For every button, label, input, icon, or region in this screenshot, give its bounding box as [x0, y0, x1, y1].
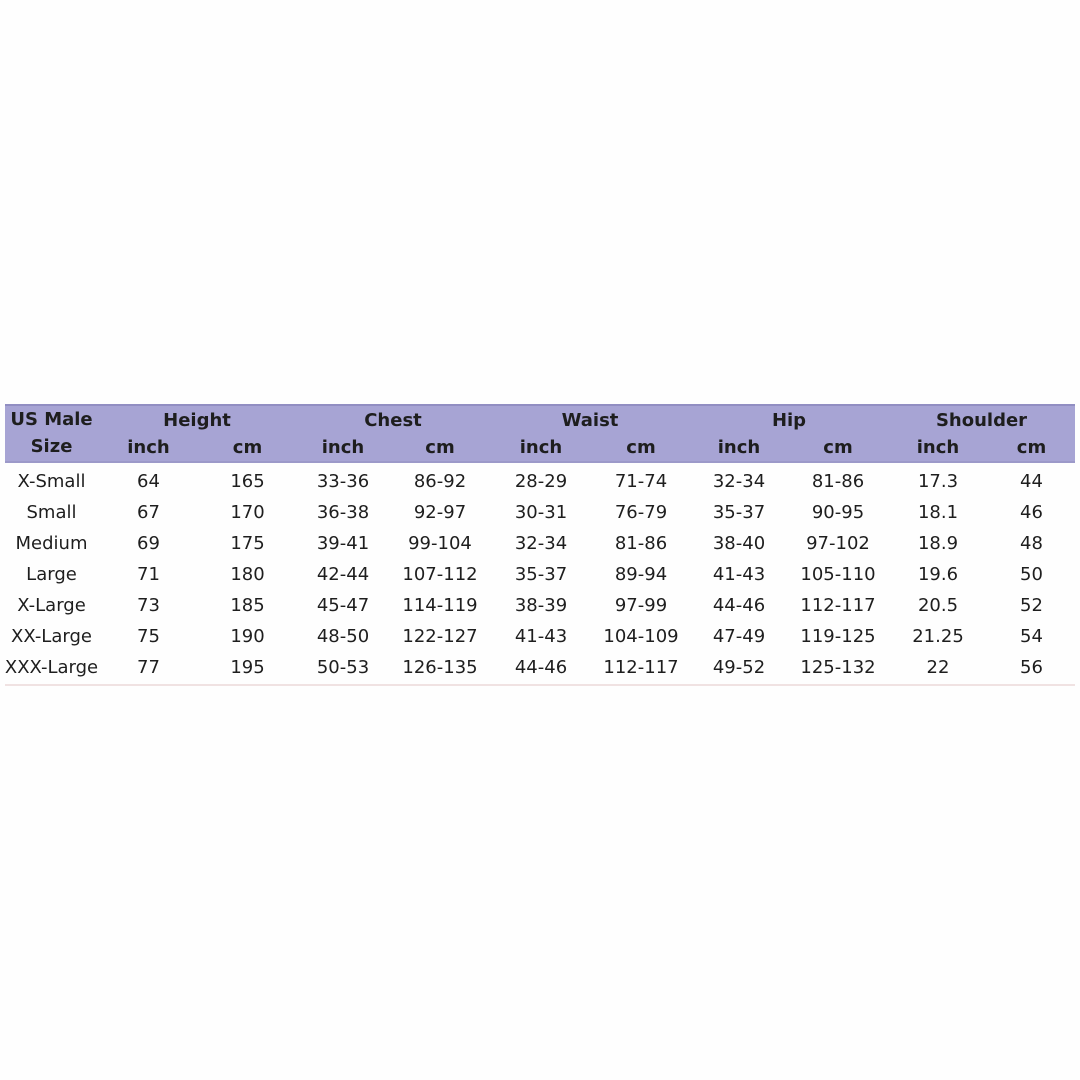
cell-shoulder-inch: 22: [926, 657, 950, 678]
cell-waist-inch: 32-34: [514, 533, 568, 554]
cell-chest-cm: 126-135: [402, 657, 478, 678]
cell-shoulder-cm: 54: [1020, 626, 1043, 647]
cell-shoulder-cm: 46: [1020, 502, 1043, 523]
cell-chest-inch: 45-47: [316, 595, 370, 616]
cell-size-label: Small: [26, 502, 77, 523]
cell-height-cm: 165: [230, 471, 265, 492]
unit-header-shoulder-cm: cm: [1016, 437, 1047, 458]
cell-hip-inch: 44-46: [712, 595, 766, 616]
cell-hip-cm: 97-102: [806, 533, 870, 554]
unit-header-chest-inch: inch: [321, 437, 365, 458]
unit-header-waist-cm: cm: [626, 437, 656, 458]
size-chart-table: [5, 404, 1075, 686]
cell-chest-inch: 39-41: [316, 533, 370, 554]
table-row: [5, 497, 1075, 528]
cell-chest-inch: 33-36: [316, 471, 370, 492]
cell-hip-inch: 38-40: [712, 533, 766, 554]
cell-shoulder-inch: 18.9: [917, 533, 959, 554]
corner-header-line1: US Male: [10, 409, 93, 431]
cell-chest-inch: 36-38: [316, 502, 370, 523]
cell-size-label: Large: [26, 564, 77, 585]
cell-height-cm: 195: [230, 657, 265, 678]
cell-height-cm: 185: [230, 595, 265, 616]
group-header-waist: Waist: [561, 409, 619, 431]
cell-shoulder-inch: 19.6: [917, 564, 959, 585]
cell-hip-cm: 112-117: [800, 595, 876, 616]
table-row: [5, 559, 1075, 590]
cell-hip-cm: 125-132: [800, 657, 876, 678]
group-header-shoulder: Shoulder: [935, 409, 1028, 431]
cell-hip-cm: 119-125: [800, 626, 876, 647]
cell-shoulder-cm: 50: [1020, 564, 1043, 585]
cell-height-cm: 170: [230, 502, 265, 523]
cell-shoulder-inch: 17.3: [917, 471, 959, 492]
table-row: [5, 621, 1075, 652]
cell-hip-inch: 47-49: [712, 626, 766, 647]
cell-waist-inch: 35-37: [514, 564, 568, 585]
cell-hip-cm: 90-95: [811, 502, 865, 523]
table-row: [5, 466, 1075, 497]
table-row: [5, 652, 1075, 683]
cell-height-inch: 69: [137, 533, 160, 554]
cell-height-inch: 67: [137, 502, 160, 523]
unit-header-waist-inch: inch: [519, 437, 563, 458]
corner-header-us-male-size: [5, 406, 98, 461]
cell-shoulder-cm: 52: [1020, 595, 1043, 616]
cell-chest-cm: 122-127: [402, 626, 478, 647]
cell-size-label: X-Small: [17, 471, 86, 492]
unit-header-hip-inch: inch: [717, 437, 761, 458]
cell-hip-cm: 105-110: [800, 564, 876, 585]
cell-shoulder-cm: 56: [1020, 657, 1043, 678]
cell-chest-cm: 99-104: [408, 533, 472, 554]
unit-header-height-cm: cm: [232, 437, 263, 458]
cell-hip-cm: 81-86: [811, 471, 865, 492]
group-header-chest: Chest: [364, 409, 422, 431]
cell-shoulder-inch: 20.5: [917, 595, 959, 616]
cell-hip-inch: 41-43: [712, 564, 766, 585]
cell-height-cm: 180: [230, 564, 265, 585]
cell-chest-inch: 48-50: [316, 626, 370, 647]
cell-waist-inch: 28-29: [514, 471, 568, 492]
cell-hip-inch: 32-34: [712, 471, 766, 492]
cell-waist-inch: 38-39: [514, 595, 568, 616]
cell-height-cm: 175: [230, 533, 265, 554]
cell-height-inch: 77: [137, 657, 160, 678]
cell-chest-cm: 107-112: [402, 564, 478, 585]
cell-chest-cm: 114-119: [402, 595, 478, 616]
cell-shoulder-inch: 21.25: [912, 626, 964, 647]
cell-height-inch: 64: [137, 471, 160, 492]
table-row: [5, 590, 1075, 621]
table-header: [5, 404, 1075, 463]
cell-waist-cm: 71-74: [614, 471, 668, 492]
cell-shoulder-cm: 48: [1020, 533, 1043, 554]
cell-waist-cm: 112-117: [603, 657, 679, 678]
cell-chest-cm: 86-92: [413, 471, 467, 492]
corner-header-line2: Size: [30, 435, 73, 457]
cell-size-label: X-Large: [17, 595, 86, 616]
cell-size-label: XXX-Large: [4, 657, 99, 678]
unit-header-height-inch: inch: [127, 437, 170, 458]
cell-chest-inch: 50-53: [316, 657, 370, 678]
cell-shoulder-cm: 44: [1020, 471, 1043, 492]
cell-hip-inch: 49-52: [712, 657, 766, 678]
table-row: [5, 528, 1075, 559]
group-header-height: Height: [163, 409, 231, 431]
cell-waist-cm: 81-86: [614, 533, 668, 554]
cell-waist-cm: 76-79: [614, 502, 668, 523]
cell-size-label: Medium: [15, 533, 88, 554]
cell-hip-inch: 35-37: [712, 502, 766, 523]
cell-waist-cm: 97-99: [614, 595, 668, 616]
cell-waist-inch: 41-43: [514, 626, 568, 647]
cell-chest-inch: 42-44: [316, 564, 370, 585]
unit-header-chest-cm: cm: [425, 437, 455, 458]
cell-height-inch: 71: [137, 564, 160, 585]
cell-chest-cm: 92-97: [413, 502, 467, 523]
group-header-hip: Hip: [771, 409, 807, 431]
table-body: [5, 466, 1075, 683]
cell-waist-cm: 89-94: [614, 564, 668, 585]
cell-shoulder-inch: 18.1: [917, 502, 959, 523]
cell-height-inch: 75: [137, 626, 160, 647]
cell-waist-inch: 30-31: [514, 502, 568, 523]
cell-height-cm: 190: [230, 626, 265, 647]
unit-header-hip-cm: cm: [823, 437, 853, 458]
unit-header-shoulder-inch: inch: [916, 437, 960, 458]
cell-size-label: XX-Large: [11, 626, 92, 647]
cell-height-inch: 73: [137, 595, 160, 616]
cell-waist-inch: 44-46: [514, 657, 568, 678]
cell-waist-cm: 104-109: [603, 626, 679, 647]
table-bottom-divider: [5, 684, 1075, 686]
